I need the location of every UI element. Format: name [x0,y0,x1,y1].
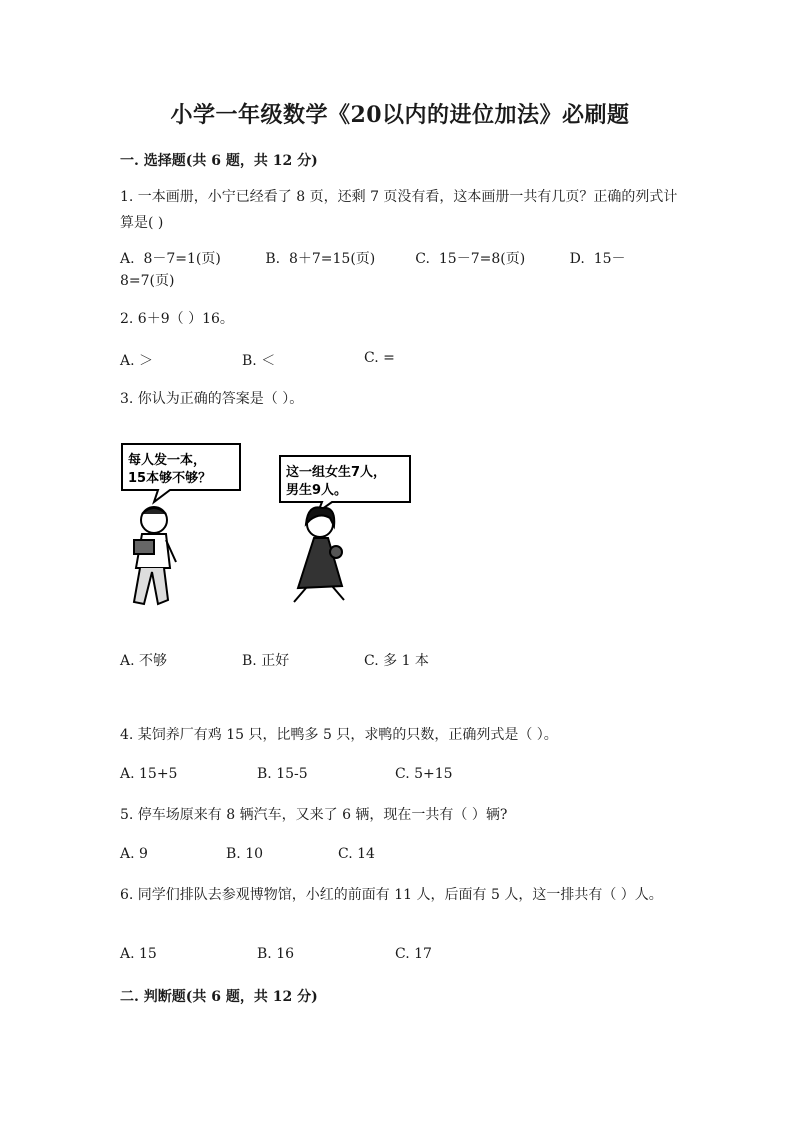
speech-bubble-right [280,456,410,512]
question-1-options-line-1: A. 8－7=1(页) B. 8＋7=15(页) C. 15－7=8(页) D. 15－ [120,251,626,267]
option-c: C. 17 [395,946,432,962]
question-5-options [120,846,700,866]
boy-with-books-figure [134,507,176,604]
section-heading-choice: 一. 选择题(共 6 题，共 12 分) [120,153,318,169]
bubble-right-line-1: 这一组女生7人， [286,465,387,480]
bubble-right-line-2: 男生9人。 [286,483,348,498]
option-c: C. = [364,350,395,366]
question-6: 6. 同学们排队去参观博物馆，小红的前面有 11 人，后面有 5 人，这一排共有（ ）人。 [120,887,663,903]
question-2: 2. 6＋9（ ）16。 [120,311,234,327]
option-b: B. 10 [226,846,264,862]
question-3: 3. 你认为正确的答案是（ ）。 [120,391,304,407]
option-a: A. 9 [120,846,148,862]
option-c: C. 多 1 本 [364,653,429,669]
girl-walking-figure [294,507,344,602]
question-1: 1. 一本画册，小宁已经看了 8 页，还剩 7 页没有看，这本画册一共有几页？正确的列式计算是( ) [120,189,678,231]
bubble-left-line-1: 每人发一本， [128,453,207,468]
option-a: A. 15 [120,946,157,962]
option-a: A. 不够 [120,653,168,669]
question-4: 4. 某饲养厂有鸡 15 只，比鸭多 5 只，求鸭的只数，正确列式是（ ）。 [120,727,558,743]
option-b: B. 正好 [242,653,290,669]
page-title: 小学一年级数学《20以内的进位加法》必刷题 [170,102,630,128]
question-2-options [120,350,700,370]
option-b: B. 15-5 [257,766,308,782]
option-b: B. ＜ [242,353,276,369]
option-a: A. ＞ [120,353,154,369]
option-c: C. 5+15 [395,766,453,782]
option-c: C. 14 [338,846,375,862]
question-4-options [120,766,700,786]
option-a: A. 15+5 [120,766,178,782]
speech-bubble-left [122,444,240,502]
question-6-options [120,946,700,966]
question-3-options [120,650,700,670]
option-b: B. 16 [257,946,295,962]
question-3-illustration [118,440,418,610]
question-5: 5. 停车场原来有 8 辆汽车，又来了 6 辆，现在一共有（ ）辆? [120,807,508,823]
section-heading-true-false: 二. 判断题(共 6 题，共 12 分) [120,989,318,1005]
question-1-options [120,248,685,292]
question-1-options-line-2: 8=7(页) [120,273,175,289]
bubble-left-line-2: 15本够不够？ [128,471,212,486]
